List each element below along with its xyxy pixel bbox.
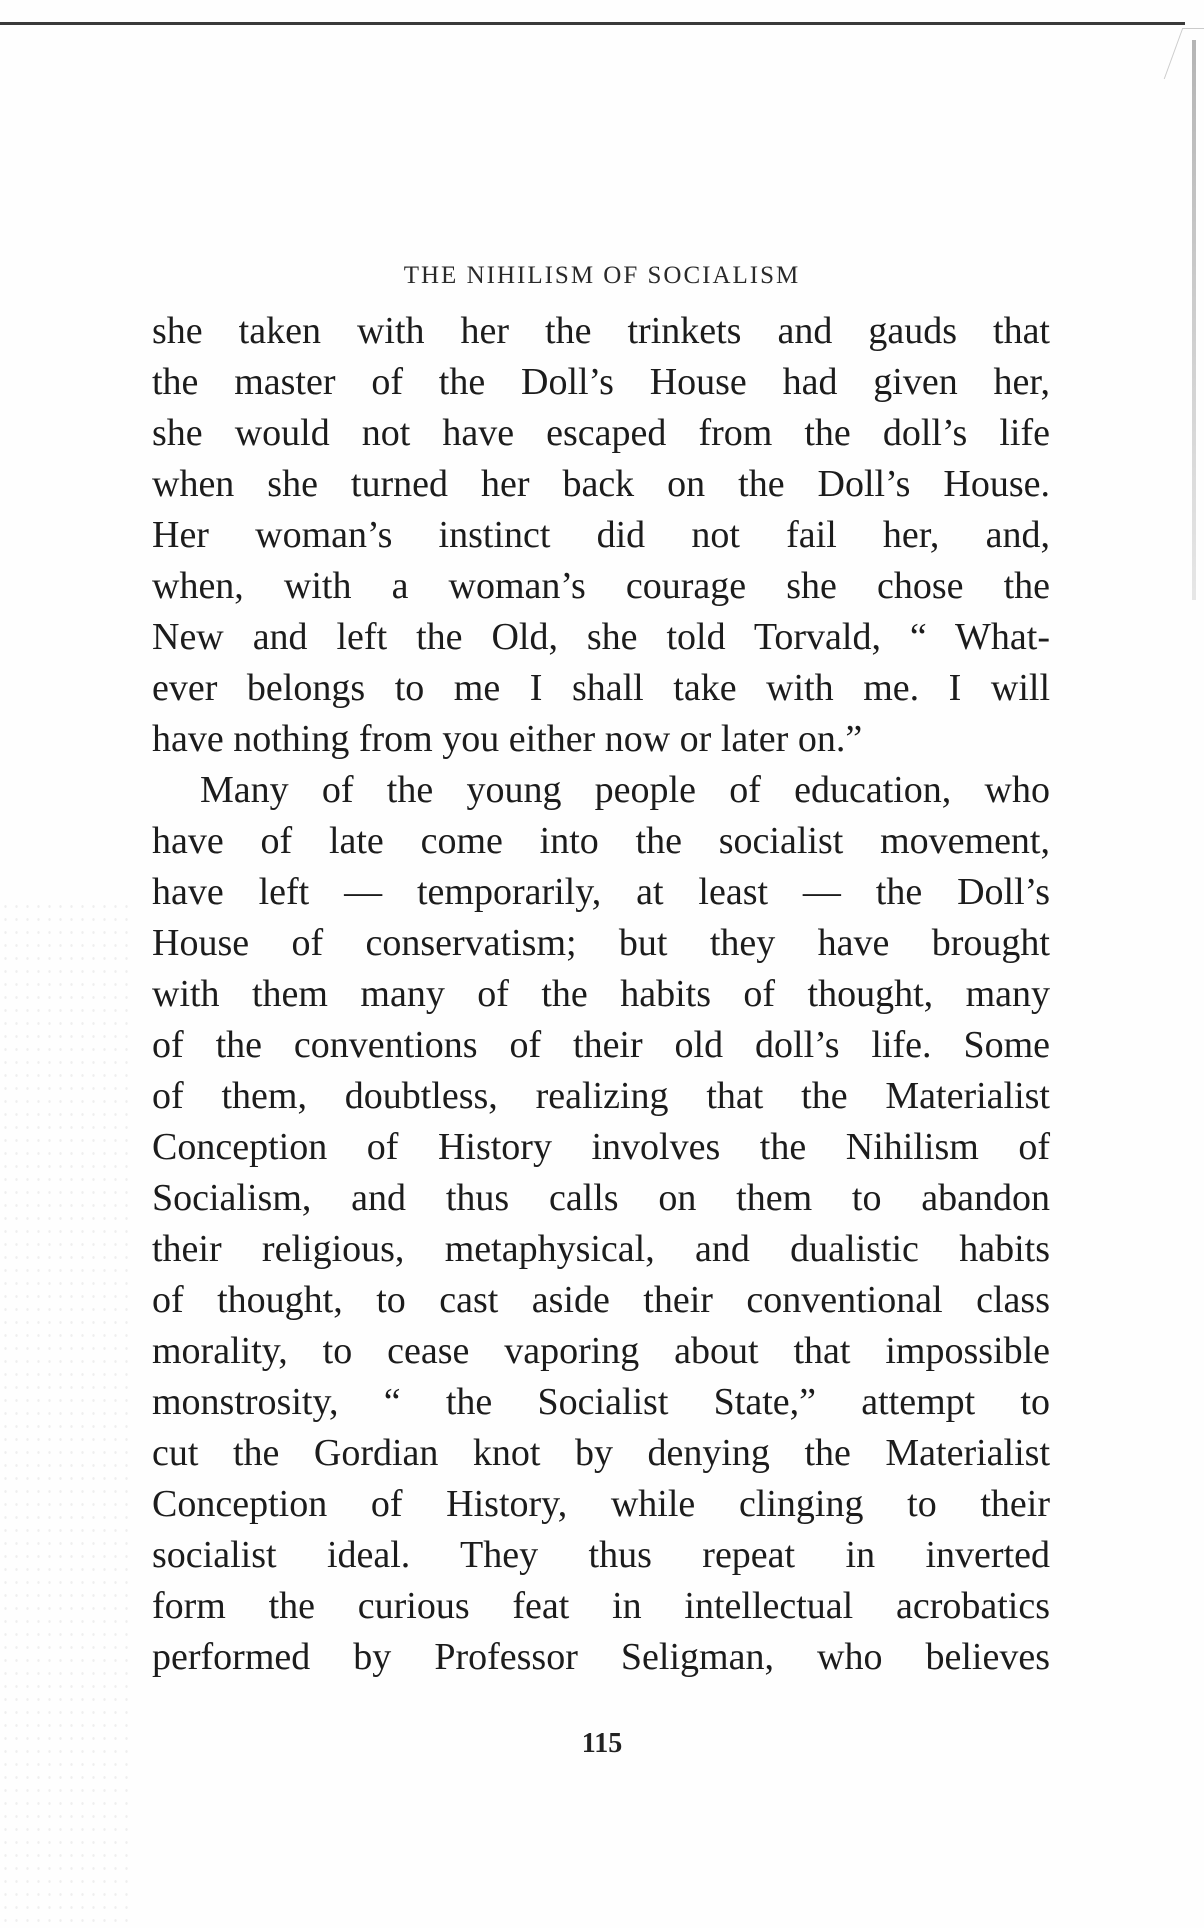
text-line: monstrosity, “ the Socialist State,” attempt to xyxy=(152,1381,1050,1423)
text-line: House of conservatism; but they have brought xyxy=(152,922,1050,964)
text-line: with them many of the habits of thought, many xyxy=(152,973,1050,1015)
text-line: have left — temporarily, at least — the Doll’s xyxy=(152,871,1050,913)
text-line: of the conventions of their old doll’s life. Some xyxy=(152,1024,1050,1066)
text-line: Conception of History, while clinging to their xyxy=(152,1483,1050,1525)
text-line: performed by Professor Seligman, who believes xyxy=(152,1636,1050,1678)
top-rule xyxy=(0,22,1185,25)
text-line: New and left the Old, she told Torvald, “ What- xyxy=(152,616,1050,658)
text-line: she taken with her the trinkets and gauds that xyxy=(152,310,1050,352)
text-line: she would not have escaped from the doll’s life xyxy=(152,412,1050,454)
text-line: ever belongs to me I shall take with me. I will xyxy=(152,667,1050,709)
text-line: when, with a woman’s courage she chose the xyxy=(152,565,1050,607)
text-line: the master of the Doll’s House had given her, xyxy=(152,361,1050,403)
text-line: socialist ideal. They thus repeat in inverted xyxy=(152,1534,1050,1576)
body-text xyxy=(152,306,1050,1683)
text-line: Conception of History involves the Nihilism of xyxy=(152,1126,1050,1168)
paper-speckle xyxy=(0,900,130,1928)
text-line: of them, doubtless, realizing that the Materialist xyxy=(152,1075,1050,1117)
text-line: Socialism, and thus calls on them to abandon xyxy=(152,1177,1050,1219)
text-line: form the curious feat in intellectual acrobatics xyxy=(152,1585,1050,1627)
text-line: have nothing from you either now or later on.” xyxy=(152,718,863,760)
text-line: of thought, to cast aside their conventional class xyxy=(152,1279,1050,1321)
corner-fold xyxy=(1164,28,1204,79)
text-line: their religious, metaphysical, and dualistic habits xyxy=(152,1228,1050,1270)
text-line: when she turned her back on the Doll’s House. xyxy=(152,463,1050,505)
text-line: morality, to cease vaporing about that impossible xyxy=(152,1330,1050,1372)
text-line: Her woman’s instinct did not fail her, and, xyxy=(152,514,1050,556)
paragraph-first-line: Many of the young people of education, who xyxy=(200,769,1050,811)
text-line: cut the Gordian knot by denying the Materialist xyxy=(152,1432,1050,1474)
page-number: 115 xyxy=(581,1728,623,1759)
page-edge-shadow xyxy=(1192,40,1196,600)
running-head: THE NIHILISM OF SOCIALISM xyxy=(403,262,801,289)
text-line: have of late come into the socialist movement, xyxy=(152,820,1050,862)
